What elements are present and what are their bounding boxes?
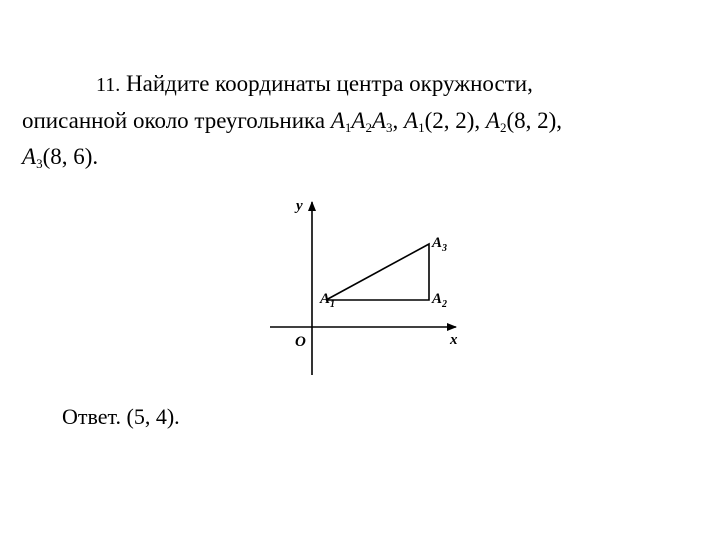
vertex-subscript: 2 [442,299,448,310]
vertex-subscript: 1 [330,299,336,310]
point-letter: A [404,108,419,133]
problem-line2: описанной около треугольника [22,108,326,133]
triangle-letter: A [330,108,345,133]
y-axis-label: y [296,198,303,214]
problem-line1: Найдите координаты центра окружности, [126,71,533,96]
triangle-subscript: 2 [365,120,372,135]
point-letter: A [22,144,37,169]
point-letter: A [485,108,500,133]
triangle-letter: A [371,108,387,133]
problem-number: 11. [96,74,121,96]
vertex-label-a1 [319,291,335,310]
origin-label: O [295,334,306,350]
point-coords: (8, 6) [42,144,93,169]
point-a2 [486,108,556,133]
point-subscript: 1 [418,120,425,135]
point-a3 [22,144,92,169]
triangle-subscript: 3 [386,120,393,135]
triangle-name [331,108,393,133]
answer [62,404,180,430]
coordinate-figure [262,192,472,377]
triangle-letter: A [351,108,366,133]
point-a1 [404,108,474,133]
answer-label: Ответ. [62,404,121,429]
vertex-letter: A [320,291,331,307]
point-coords: (8, 2) [506,108,557,133]
vertex-label-a3 [431,235,447,254]
answer-value: (5, 4). [126,404,180,429]
triangle [326,244,429,300]
vertex-label-a2 [431,291,447,310]
point-subscript: 3 [36,156,43,171]
vertex-letter: A [432,291,443,307]
vertex-letter: A [432,235,443,251]
x-axis-label: x [450,332,458,348]
triangle-subscript: 1 [344,120,352,135]
vertex-subscript: 3 [442,243,448,254]
point-subscript: 2 [499,120,507,135]
problem-statement: 11. Найдите координаты центра окружности, описанной около треугольника $A_1A_2A_3$, $A_1(2$, 2), $A_2(8$, 2), $A_3(8$, 6). [22,71,563,171]
point-coords: (2, 2) [424,108,475,133]
